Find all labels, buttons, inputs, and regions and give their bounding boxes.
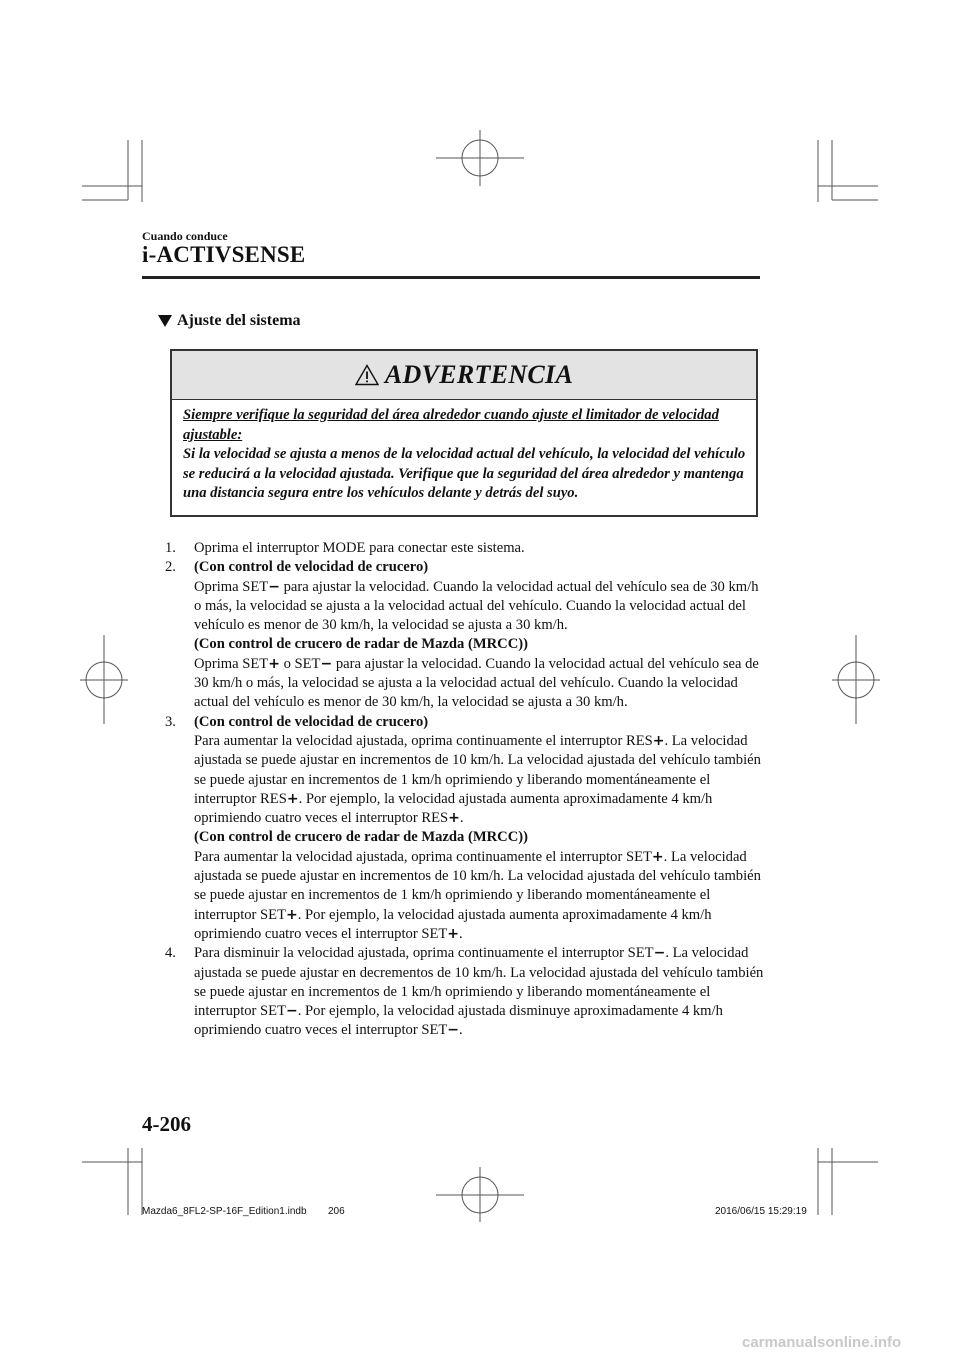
- text-run: Para disminuir la velocidad ajustada, oprima continuamente el interruptor SET: [194, 945, 654, 962]
- step-text: [194, 655, 765, 713]
- plus-icon: +: [448, 810, 460, 827]
- plus-icon: +: [286, 790, 299, 807]
- step-subheading: (Con control de velocidad de crucero): [194, 559, 429, 576]
- text-run: . Por ejemplo, la velocidad ajustada disminuye aproximadamente 4 km/h oprimiendo cuatro veces el interruptor SET: [194, 1003, 723, 1039]
- step-number: 4.: [165, 945, 176, 962]
- list-item: [165, 944, 765, 1040]
- text-run: Oprima SET: [194, 578, 269, 595]
- text-run: Oprima SET: [194, 655, 269, 672]
- plus-icon: +: [652, 732, 665, 749]
- step-text: [194, 848, 765, 944]
- text-run: . La velocidad ajustada se puede ajustar en decrementos de 10 km/h. La velocidad ajustada del vehículo también se puede ajustar en incrementos de 1 km/h oprimiendo y liberando momentáneamente el interruptor SET: [194, 945, 764, 1020]
- warning-body: [172, 400, 756, 504]
- minus-icon: −: [320, 655, 333, 672]
- text-run: para ajustar la velocidad. Cuando la velocidad actual del vehículo sea de 30 km/h o más, la velocidad se ajusta a la velocidad actual del vehículo. Cuando la velocidad actual del vehículo es menor de 30 km/h, la velocidad se ajusta a 30 km/h.: [194, 578, 759, 634]
- plus-icon: +: [651, 848, 664, 865]
- warning-title: ADVERTENCIA: [384, 360, 574, 389]
- minus-icon: −: [268, 578, 280, 595]
- text-run: . Por ejemplo, la velocidad ajustada aumenta aproximadamente 4 km/h oprimiendo cuatro veces el interruptor RES: [194, 790, 713, 827]
- plus-icon: +: [447, 925, 460, 942]
- warning-underlined-text: Siempre verifique la seguridad del área alrededor cuando ajuste el limitador de velocidad ajustable:: [183, 407, 719, 443]
- text-run: Para aumentar la velocidad ajustada, oprima continuamente el interruptor RES: [194, 732, 653, 749]
- text-run: .: [459, 925, 463, 942]
- list-item: [165, 539, 765, 558]
- step-text: [194, 732, 765, 828]
- plus-icon: +: [268, 655, 280, 672]
- step-number: 1.: [165, 540, 176, 556]
- text-run: para ajustar la velocidad. Cuando la velocidad actual del vehículo sea de 30 km/h o más, la velocidad se ajusta a la velocidad actual del vehículo. Cuando la velocidad actual del vehículo es menor de 30 km/h, la velocidad se ajusta a 30 km/h.: [194, 655, 759, 711]
- text-run: .: [459, 1022, 463, 1039]
- step-text: Oprima el interruptor MODE para conectar este sistema.: [194, 540, 525, 556]
- text-run: . La velocidad ajustada se puede ajustar en incrementos de 10 km/h. La velocidad ajustada del vehículo también se puede ajustar en incrementos de 1 km/h oprimiendo y liberando momentáneamente el interruptor SET: [194, 848, 761, 923]
- chapter-label: Cuando conduce: [142, 229, 228, 243]
- step-subheading: (Con control de crucero de radar de Mazda (MRCC)): [194, 636, 528, 653]
- plus-icon: +: [286, 906, 298, 923]
- triangle-down-icon: [158, 315, 172, 327]
- step-text: [194, 944, 765, 1040]
- text-run: . La velocidad ajustada se puede ajustar en incrementos de 10 km/h. La velocidad ajustada del vehículo también se puede ajustar en incrementos de 1 km/h oprimiendo y liberando momentáneamente el interruptor RES: [194, 732, 761, 807]
- footer-file-name: Mazda6_8FL2-SP-16F_Edition1.indb: [142, 1206, 307, 1217]
- text-run: . Por ejemplo, la velocidad ajustada aumenta aproximadamente 4 km/h oprimiendo cuatro veces el interruptor SET: [194, 906, 712, 942]
- text-run: o SET: [279, 655, 321, 672]
- step-subheading: (Con control de crucero de radar de Mazda (MRCC)): [194, 829, 528, 846]
- minus-icon: −: [286, 1003, 298, 1020]
- section-title: i-ACTIVSENSE: [142, 242, 306, 267]
- watermark: carmanualsonline.info: [742, 1334, 902, 1351]
- list-item: [165, 558, 765, 712]
- list-item: [165, 713, 765, 945]
- subheading-text: Ajuste del sistema: [177, 312, 301, 329]
- header-rule: [142, 276, 760, 279]
- subheading: [158, 312, 301, 330]
- procedure-list: [165, 539, 765, 1041]
- warning-box: [170, 349, 758, 517]
- warning-header: [172, 351, 756, 400]
- minus-icon: −: [653, 945, 666, 962]
- footer-file-page: 206: [328, 1206, 345, 1217]
- footer-timestamp: 2016/06/15 15:29:19: [715, 1206, 807, 1217]
- step-number: 2.: [165, 559, 176, 576]
- warning-triangle-icon: [355, 364, 379, 386]
- page-number: 4-206: [142, 1112, 191, 1136]
- minus-icon: −: [447, 1022, 460, 1039]
- warning-text: Si la velocidad se ajusta a menos de la velocidad actual del vehículo, la velocidad del vehículo se reducirá a la velocidad ajustada. Verifique que la seguridad del área alrededor y mantenga una distancia segura entre los vehículos delante y detrás del suyo.: [183, 446, 746, 502]
- step-number: 3.: [165, 713, 176, 730]
- step-text: [194, 578, 765, 636]
- text-run: Para aumentar la velocidad ajustada, oprima continuamente el interruptor SET: [194, 848, 652, 865]
- text-run: .: [459, 810, 464, 827]
- step-subheading: (Con control de velocidad de crucero): [194, 713, 429, 730]
